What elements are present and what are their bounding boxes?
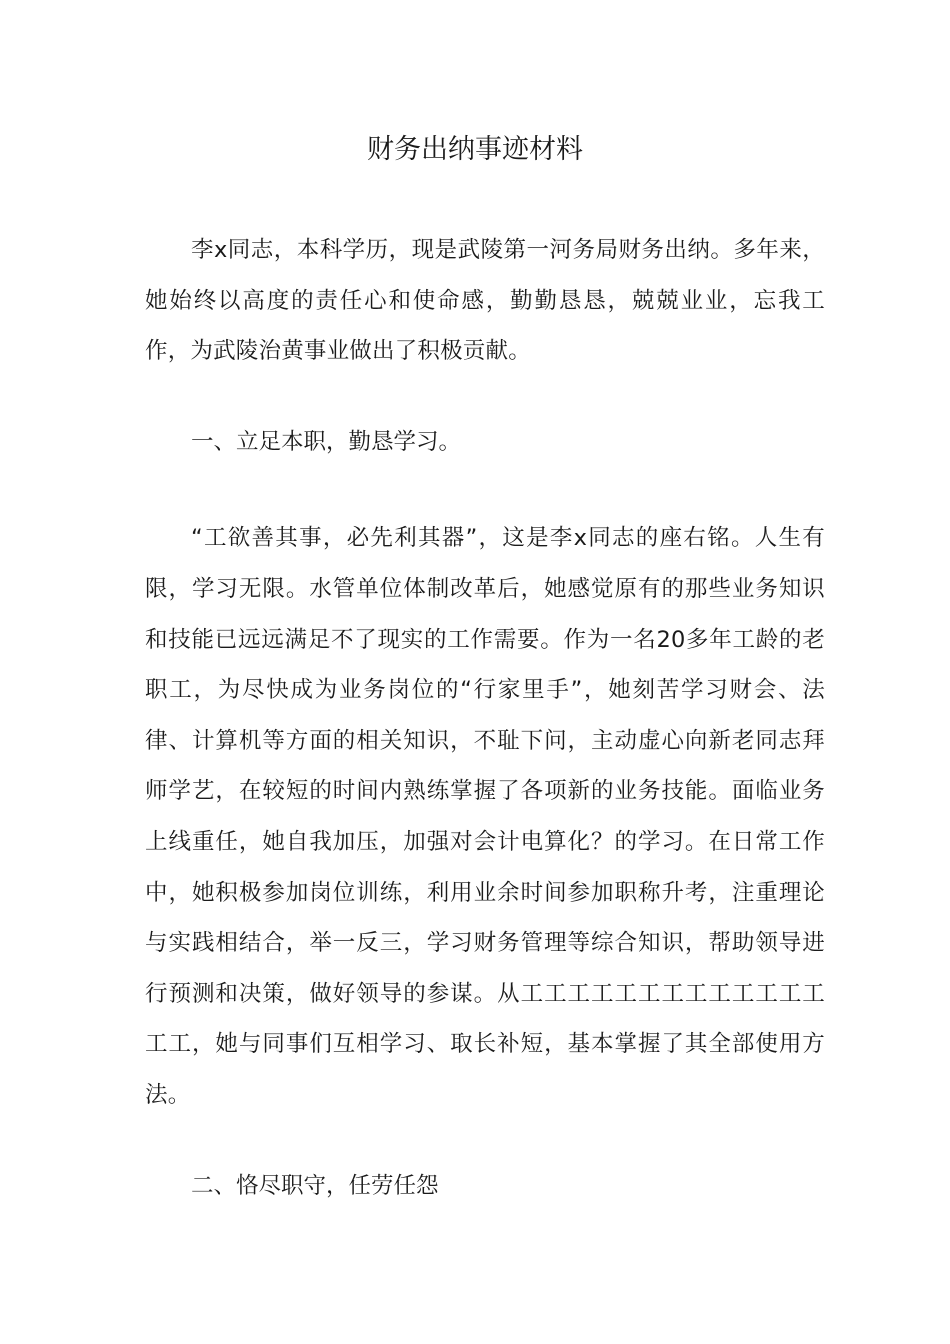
section-heading-1: 一、立足本职，勤恳学习。 [191,428,462,455]
intro-paragraph: 李x同志，本科学历，现是武陵第一河务局财务出纳。多年来，她始终以高度的责任心和使命感，勤勤恳恳，兢兢业业，忘我工作，为武陵治黄事业做出了积极贡献。 [145,237,825,365]
section-1-paragraph: “工欲善其事，必先利其器”，这是李x同志的座右铭。人生有限，学习无限。水管单位体制改革后，她感觉原有的那些业务知识和技能已远远满足不了现实的工作需要。作为一名20多年工龄的老职工，为尽快成为业务岗位的“行家里手”，她刻苦学习财会、法律、计算机等方面的相关知识，不耻下问，主动虚心向新老同志拜师学艺，在较短的时间内熟练掌握了各项新的业务技能。面临业务上线重任，她自我加压，加强对会计电算化？的学习。在日常工作中，她积极参加岗位训练，利用业余时间参加职称升考，注重理论与实践相结合，举一反三，学习财务管理等综合知识，帮助领导进行预测和决策，做好领导的参谋。从工工工工工工工工工工工工工工工，她与同事们互相学习、取长补短，基本掌握了其全部使用方法。 [145,525,825,1108]
document-title: 财务出纳事迹材料 [367,134,583,165]
section-heading-2: 二、恪尽职守，任劳任怨 [191,1172,439,1199]
document-body [145,225,825,1211]
paragraph-spacer [145,377,825,417]
paragraph-spacer [145,1121,825,1161]
paragraph-spacer [145,467,825,513]
